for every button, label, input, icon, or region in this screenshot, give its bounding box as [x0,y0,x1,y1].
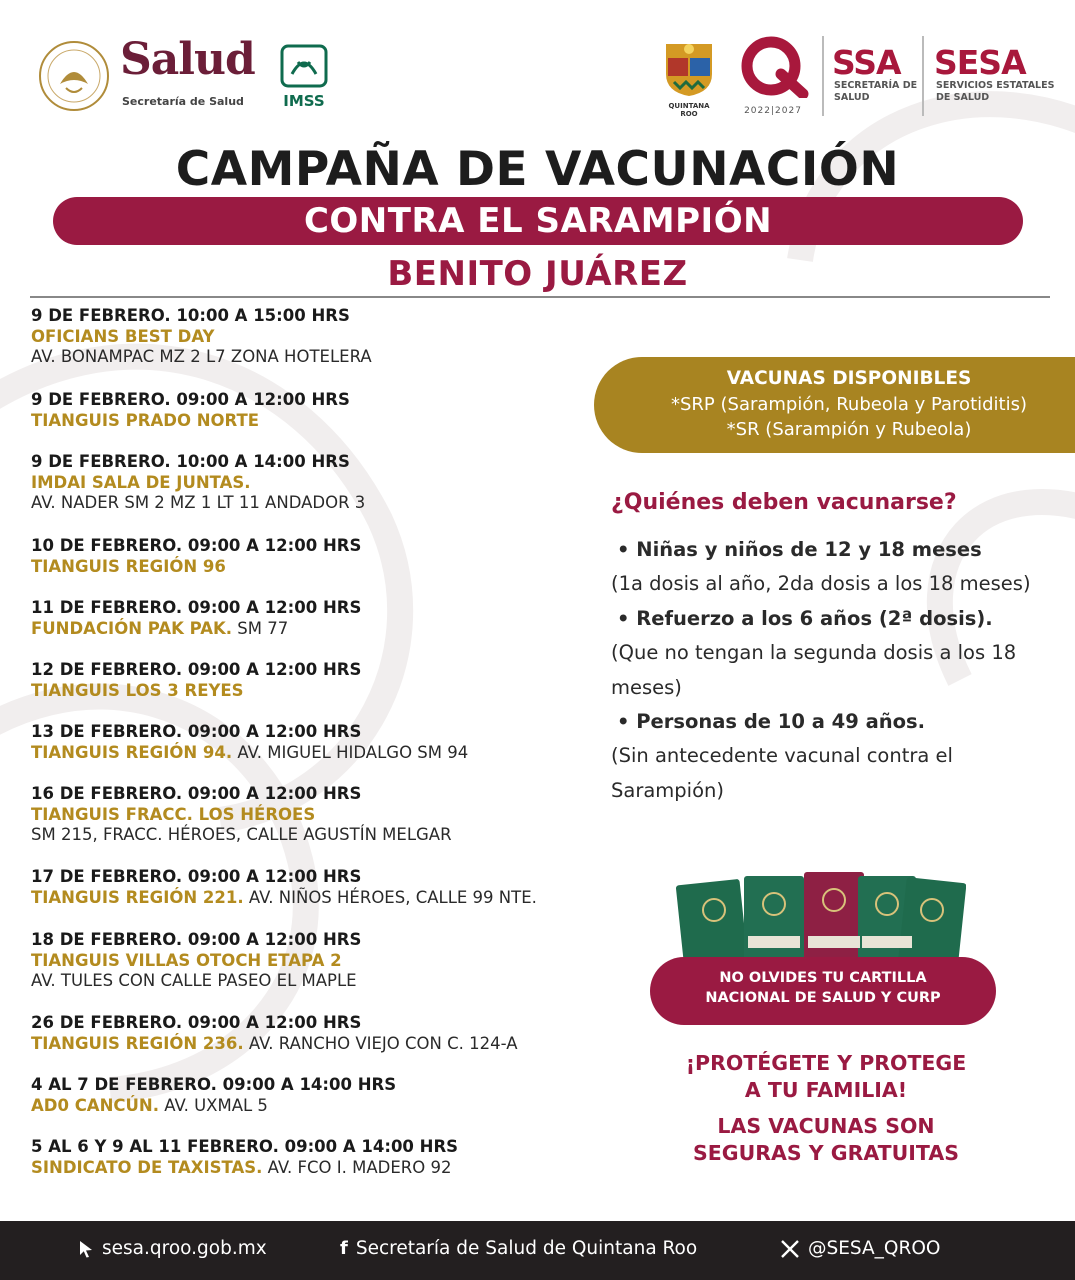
who-group-note: (Sin antecedente vacunal contra el Sarampión) [611,744,953,802]
schedule-date: 9 DE FEBRERO. 10:00 A 14:00 HRS [31,452,350,471]
schedule-place: OFICIANS BEST DAY [31,326,215,346]
salud-subtitle: Secretaría de Salud [122,95,244,108]
schedule-place: TIANGUIS REGIÓN 94. [31,742,233,762]
schedule-date: 4 AL 7 DE FEBRERO. 09:00 A 14:00 HRS [31,1075,397,1094]
schedule-address: SM 215, FRACC. HÉROES, CALLE AGUSTÍN MELGAR [31,825,452,845]
schedule-item [31,722,591,763]
ssa-subtitle: SECRETARÍA DE SALUD [834,80,918,103]
schedule-address: AV. NADER SM 2 MZ 1 LT 11 ANDADOR 3 [31,493,366,513]
reminder-badge [650,957,996,1025]
cursor-icon [78,1240,94,1258]
schedule-address: AV. MIGUEL HIDALGO SM 94 [232,742,469,762]
slogan-line: LAS VACUNAS SON [717,1114,935,1138]
schedule-place: AD0 CANCÚN. [31,1095,159,1115]
facebook-text: Secretaría de Salud de Quintana Roo [355,1238,698,1259]
schedule-place: TIANGUIS FRACC. LOS HÉROES [31,804,316,824]
schedule-date: 17 DE FEBRERO. 09:00 A 12:00 HRS [31,867,362,886]
schedule-address: SM 77 [232,618,289,638]
who-group-label: • Niñas y niños de 12 y 18 meses [617,538,982,561]
schedule-item [31,784,591,846]
slogan-line: A TU FAMILIA! [744,1078,908,1102]
schedule-item [31,306,591,368]
vaccines-title: VACUNAS DISPONIBLES [726,368,972,389]
who-group-label: • Personas de 10 a 49 años. [617,710,926,734]
who-group-note: (Que no tengan la segunda dosis a los 18 meses) [611,641,1017,699]
twitter-text: @SESA_QROO [808,1238,941,1259]
schedule-item [31,1013,591,1054]
schedule-address: AV. FCO I. MADERO 92 [262,1157,452,1177]
slogan-safe [640,1113,1012,1167]
schedule-item [31,390,591,431]
schedule-date: 9 DE FEBRERO. 09:00 A 12:00 HRS [31,390,350,409]
x-twitter-icon [780,1240,800,1258]
schedule-item [31,660,591,701]
schedule-date: 12 DE FEBRERO. 09:00 A 12:00 HRS [31,660,362,679]
logo-divider [922,36,924,116]
schedule-date: 16 DE FEBRERO. 09:00 A 12:00 HRS [31,784,362,803]
municipality-title: BENITO JUÁREZ [387,254,688,294]
schedule-item [31,867,591,908]
schedule-item [31,1075,591,1116]
schedule-place: TIANGUIS PRADO NORTE [31,410,260,430]
schedule-item [31,598,591,639]
health-booklets-icon [676,870,966,970]
reminder-line: NO OLVIDES TU CARTILLA [719,970,927,986]
logo-divider [822,36,824,116]
schedule-place: SINDICATO DE TAXISTAS. [31,1157,263,1177]
facebook-link[interactable] [340,1238,697,1259]
schedule-date: 26 DE FEBRERO. 09:00 A 12:00 HRS [31,1013,362,1032]
sesa-logo: SESA [934,43,1026,82]
imss-logo [276,44,332,108]
imss-eagle-icon [276,44,332,88]
schedule-date: 9 DE FEBRERO. 10:00 A 15:00 HRS [31,306,350,325]
schedule-item [31,1137,591,1178]
campaign-subtitle-band: CONTRA EL SARAMPIÓN [53,197,1023,245]
schedule-address: AV. UXMAL 5 [158,1095,268,1115]
vaccine-item: *SRP (Sarampión, Rubeola y Parotiditis) [670,394,1028,415]
schedule-place: TIANGUIS VILLAS OTOCH ETAPA 2 [31,950,342,970]
slogan-line: ¡PROTÉGETE Y PROTEGE [685,1051,967,1075]
schedule-place: TIANGUIS REGIÓN 221. [31,887,244,907]
slogan-protect [640,1050,1012,1104]
schedule-date: 10 DE FEBRERO. 09:00 A 12:00 HRS [31,536,362,555]
who-group-label: • Refuerzo a los 6 años (2ª dosis). [617,606,993,630]
schedule-item [31,452,591,514]
salud-logo: Salud [120,34,255,85]
schedule-date: 5 AL 6 Y 9 AL 11 FEBRERO. 09:00 A 14:00 HRS [31,1137,459,1156]
website-link[interactable] [78,1238,267,1259]
quintana-roo-shield-icon [662,38,716,98]
sesa-subtitle: SERVICIOS ESTATALES DE SALUD [936,80,1055,103]
twitter-link[interactable] [780,1238,940,1259]
vaccine-item: *SR (Sarampión y Rubeola) [726,419,972,440]
facebook-icon: f [340,1238,348,1259]
mexico-seal-icon [38,40,110,112]
schedule-date: 18 DE FEBRERO. 09:00 A 12:00 HRS [31,930,362,949]
ssa-logo: SSA [832,43,901,82]
imss-label: IMSS [283,92,325,110]
campaign-title: CAMPAÑA DE VACUNACIÓN [175,142,900,197]
website-text: sesa.qroo.gob.mx [102,1238,267,1259]
schedule-address: AV. BONAMPAC MZ 2 L7 ZONA HOTELERA [31,347,372,367]
schedule-date: 11 DE FEBRERO. 09:00 A 12:00 HRS [31,598,362,617]
schedule-item [31,536,591,577]
schedule-place: IMDAI SALA DE JUNTAS. [31,472,251,492]
who-title: ¿Quiénes deben vacunarse? [611,490,957,515]
schedule-address: AV. RANCHO VIEJO CON C. 124-A [243,1033,518,1053]
header [0,0,1075,130]
who-list [611,533,1051,808]
who-group-note: (1a dosis al año, 2da dosis a los 18 meses) [611,572,1031,596]
q-shape-icon [733,34,813,98]
schedule-item [31,930,591,992]
q-logo [733,34,813,120]
quintana-roo-caption: QUINTANA ROO [668,102,710,118]
schedule-place: TIANGUIS REGIÓN 96 [31,556,226,576]
schedule-address: AV. NIÑOS HÉROES, CALLE 99 NTE. [243,887,537,907]
vaccines-box [594,357,1075,453]
reminder-line: NACIONAL DE SALUD Y CURP [705,990,941,1006]
divider [30,296,1050,298]
footer [0,1221,1075,1280]
schedule-address: AV. TULES CON CALLE PASEO EL MAPLE [31,971,357,991]
quintana-roo-logo [662,38,716,118]
slogan-line: SEGURAS Y GRATUITAS [693,1141,959,1165]
schedule-date: 13 DE FEBRERO. 09:00 A 12:00 HRS [31,722,362,741]
schedule-place: TIANGUIS LOS 3 REYES [31,680,244,700]
schedule-place: TIANGUIS REGIÓN 236. [31,1033,244,1053]
schedule-place: FUNDACIÓN PAK PAK. [31,618,233,638]
q-logo-years: 2022|2027 [744,106,802,116]
